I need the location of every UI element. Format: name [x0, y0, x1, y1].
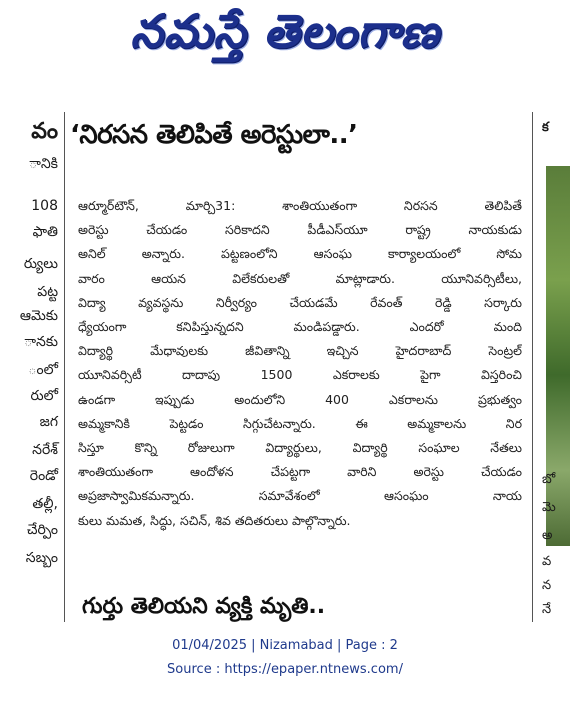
article-line: యూనివర్సిటీ దాదాపు 1500 ఎకరాలకు పైగా విస్తరించి: [78, 367, 522, 383]
left-fragment: 108: [31, 198, 58, 214]
right-fragment: అ: [542, 528, 553, 543]
left-fragment: రెండో: [29, 468, 58, 484]
article-line: ఉండగా ఇప్పుడు అందులోని 400 ఎకరాలను ప్రభుత్వం: [78, 391, 522, 407]
right-fragment: న: [542, 578, 552, 593]
article-line: అనిల్ అన్నారు. పట్టణంలోని ఆసంఘ కార్యాలయంలో సోమ: [78, 246, 522, 262]
article-line: విద్యార్థి మేధావులకు జీవితాన్ని ఇచ్చిన హైదరాబాద్ సెంట్రల్: [78, 343, 522, 359]
article-line: అమ్మకానికి పెట్టడం సిగ్గుచేటన్నారు. ఈ అమ్మకాలను నిర: [78, 415, 522, 431]
left-fragment: రులో: [30, 388, 58, 404]
masthead-title: నమస్తే తెలంగాణ: [130, 4, 440, 58]
left-fragment: జగ: [39, 414, 58, 430]
left-fragment: ానకు: [24, 334, 58, 350]
article-line: ధ్యేయంగా కనిపిస్తున్నదని మండిపడ్డారు. ఎందరో మంది: [78, 319, 522, 335]
left-fragment: పట్ట: [37, 284, 58, 300]
source-footer: [0, 634, 570, 682]
right-fragment: క: [542, 120, 549, 135]
article-line: అప్రజాస్వామికమన్నారు. సమావేశంలో ఆసంఘం నాయ: [78, 488, 522, 504]
left-fragment: చేర్పిం: [26, 522, 58, 538]
left-fragment: నరేశ్: [32, 442, 58, 458]
footer-date-line: 01/04/2025 | Nizamabad | Page : 2: [172, 638, 398, 653]
next-article-headline: గుర్తు తెలియని వ్యక్తి మృతి..: [82, 594, 326, 619]
article-line: శాంతియుతంగా ఆందోళన చేపట్టగా వారిని అరెస్టు చేయడం: [78, 464, 522, 480]
right-fragment: వ: [542, 554, 552, 569]
right-fragment: మె: [542, 500, 556, 515]
right-column-clipping: [534, 110, 570, 622]
article-body: [78, 194, 522, 533]
left-fragment: ఆమెకు: [19, 308, 58, 324]
masthead: [0, 0, 570, 88]
article-headline: ‘నిరసన తెలిపితే అరెస్టులా..’: [70, 120, 358, 150]
left-fragment: ర్యులు: [23, 256, 58, 272]
right-fragment: బో: [542, 472, 556, 487]
column-divider: [532, 112, 533, 622]
footer-source-line: Source : https://epaper.ntnews.com/: [167, 662, 403, 677]
left-column-clipping: [0, 110, 60, 622]
article-line: కులు మమత, సిద్ధు, సచిన్, శివ తదితరులు పాల్గొన్నారు.: [78, 512, 351, 528]
column-divider: [64, 112, 65, 622]
left-fragment: ానికి: [29, 156, 58, 172]
left-fragment: సబ్బం: [25, 550, 58, 566]
article-line: వారం ఆయన విలేకరులతో మాట్లాడారు. యూనివర్సిటీలు,: [78, 270, 522, 286]
article-line: అరెస్టు చేయడం సరికాదని పీడీఎస్‌యూ రాష్ట్ర నాయకుడు: [78, 222, 522, 238]
left-fragment: ఫాతి: [32, 224, 58, 240]
article-line: ఆర్మూర్‌టౌన్, మార్చి31: శాంతియుతంగా నిరసన తెలిపితే: [78, 198, 522, 213]
left-fragment: ంలో: [28, 362, 58, 378]
article-line: విద్యా వ్యవస్థను నిర్వీర్యం చేయడమే రేవంత్ రెడ్డి సర్కారు: [78, 294, 522, 310]
left-heading-fragment: వం: [31, 119, 58, 144]
left-fragment: తల్లీ,: [32, 496, 58, 512]
right-fragment: నే: [542, 602, 552, 617]
article-line: సిస్తూ కొన్ని రోజులుగా విద్యార్థులు, విద్యార్థి సంఘాల నేతలు: [78, 440, 522, 456]
